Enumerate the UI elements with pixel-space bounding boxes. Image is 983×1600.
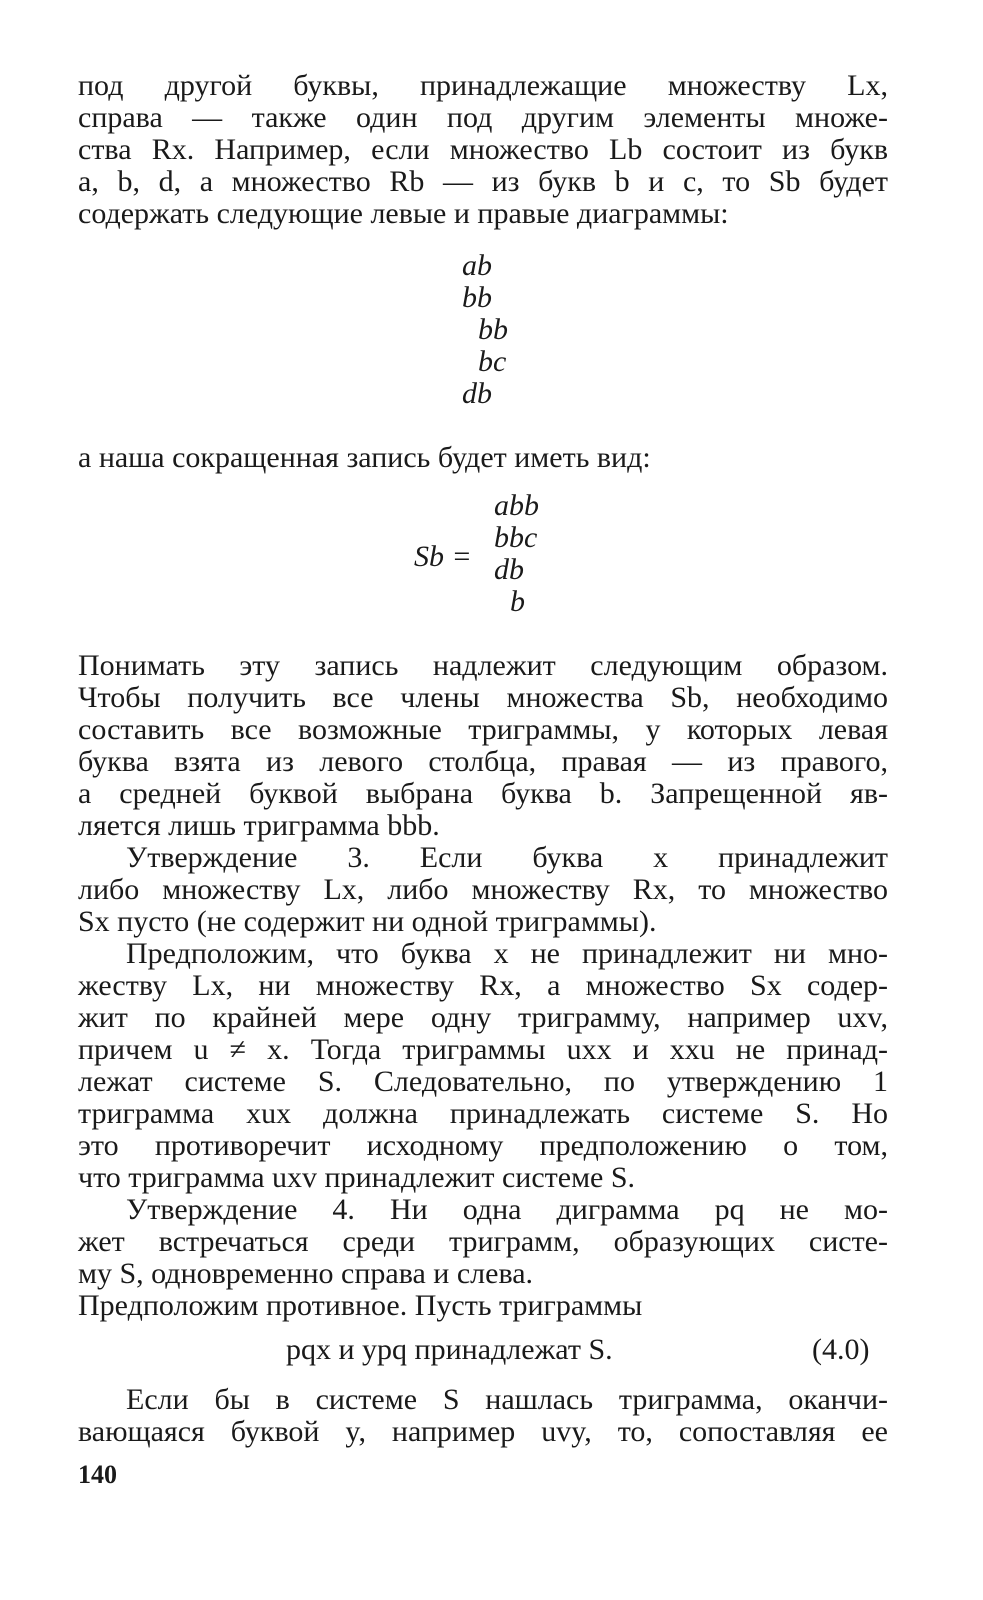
diagram-item: bb <box>478 313 508 346</box>
text-line: ляется лишь триграмма bbb. <box>78 809 440 842</box>
text-line: либо множеству Lx, либо множеству Rx, то множество <box>78 873 888 906</box>
page-number: 140 <box>78 1460 117 1489</box>
text-line: содержать следующие левые и правые диаграммы: <box>78 197 729 230</box>
diagram-item: ab <box>462 249 492 282</box>
text-line: Понимать эту запись надлежит следующим образом. <box>78 649 888 682</box>
text-line: а средней буквой выбрана буква b. Запрещенной яв- <box>78 777 888 810</box>
formula-column-item: bbc <box>494 521 538 554</box>
text-line: му S, одновременно справа и слева. <box>78 1257 534 1290</box>
statement-heading-line: Утверждение 3. Если буква x принадлежит <box>126 841 888 874</box>
statement-heading-line: Утверждение 4. Ни одна диграмма pq не мо- <box>126 1193 888 1226</box>
equation-number: (4.0) <box>812 1333 870 1366</box>
text-line: а наша сокращенная запись будет иметь вид: <box>78 441 651 474</box>
text-line: жит по крайней мере одну триграмму, например uxv, <box>78 1001 888 1034</box>
text-line: это противоречит исходному предположению о том, <box>78 1129 888 1162</box>
text-line: Чтобы получить все члены множества Sb, необходимо <box>78 681 888 714</box>
text-line: под другой буквы, принадлежащие множеству Lx, <box>78 69 888 102</box>
text-line: составить все возможные триграммы, у которых левая <box>78 713 888 746</box>
text-line: Предположим противное. Пусть триграммы <box>78 1289 643 1322</box>
text-line: причем u ≠ x. Тогда триграммы uxx и xxu не принад- <box>78 1033 888 1066</box>
text-line: Sx пусто (не содержит ни одной триграммы). <box>78 905 657 938</box>
text-line: лежат системе S. Следовательно, по утверждению 1 <box>78 1065 888 1098</box>
text-line: буква взята из левого столбца, правая — из правого, <box>78 745 888 778</box>
formula-column-item: db <box>494 553 524 586</box>
text-line: что триграмма uxv принадлежит системе S. <box>78 1161 636 1194</box>
text-line: ства Rx. Например, если множество Lb состоит из букв <box>78 133 888 166</box>
diagram-item: bc <box>478 345 507 378</box>
text-line: жет встречаться среди триграмм, образующих систе- <box>78 1225 888 1258</box>
formula-lhs: Sb = <box>414 540 472 573</box>
diagram-item: bb <box>462 281 492 314</box>
equation-text: pqx и ypq принадлежат S. <box>286 1333 613 1366</box>
text-line: вающаяся буквой y, например uvy, то, сопоставляя ее <box>78 1415 888 1448</box>
formula-column-item: b <box>510 585 525 618</box>
formula-column-item: abb <box>494 489 539 522</box>
text-line: a, b, d, а множество Rb — из букв b и c, то Sb будет <box>78 165 888 198</box>
text-line: триграмма xux должна принадлежать системе S. Но <box>78 1097 888 1130</box>
text-line: Предположим, что буква x не принадлежит ни мно- <box>126 937 888 970</box>
text-line: жеству Lx, ни множеству Rx, а множество Sx содер- <box>78 969 888 1002</box>
text-line: Если бы в системе S нашлась триграмма, оканчи- <box>126 1383 888 1416</box>
diagram-item: db <box>462 377 492 410</box>
text-line: справа — также один под другим элементы множе- <box>78 101 888 134</box>
